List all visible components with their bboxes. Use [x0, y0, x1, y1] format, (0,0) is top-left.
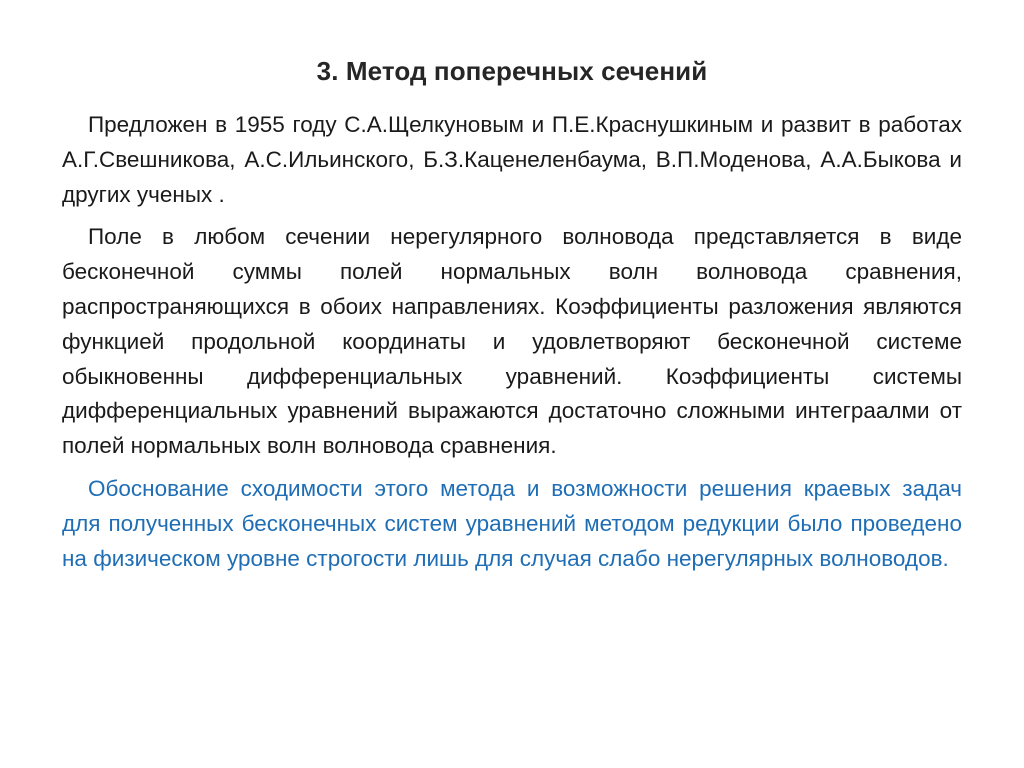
paragraph-history: Предложен в 1955 году С.А.Щелкуновым и П.Е.Краснушкиным и развит в работах А.Г.Свешникова, А.С.Ильинского, Б.З.Каценеленбаума, В.П.Моденова, А.А.Быкова и других ученых . — [62, 112, 962, 207]
paragraph-description: Поле в любом сечении нерегулярного волновода представляется в виде бесконечной суммы полей нормальных волн волновода сравнения, распространяющихся в обоих направлениях. Коэффициенты разложения являются функцией продольной координаты и удовлетворяют бесконечной системе обыкновенны дифференциальных уравнений. Коэффициенты системы дифференциальных уравнений выражаются достаточно сложными интеграалми от полей нормальных волн волновода сравнения. — [62, 224, 962, 459]
paragraph-convergence-note: Обоснование сходимости этого метода и возможности решения краевых задач для полученных бесконечных систем уравнений методом редукции было проведено на физическом уровне строгости лишь для случая слабо нерегулярных волноводов. — [62, 475, 962, 571]
slide-body — [62, 108, 962, 584]
slide-title: 3. Метод поперечных сечений — [316, 56, 708, 86]
